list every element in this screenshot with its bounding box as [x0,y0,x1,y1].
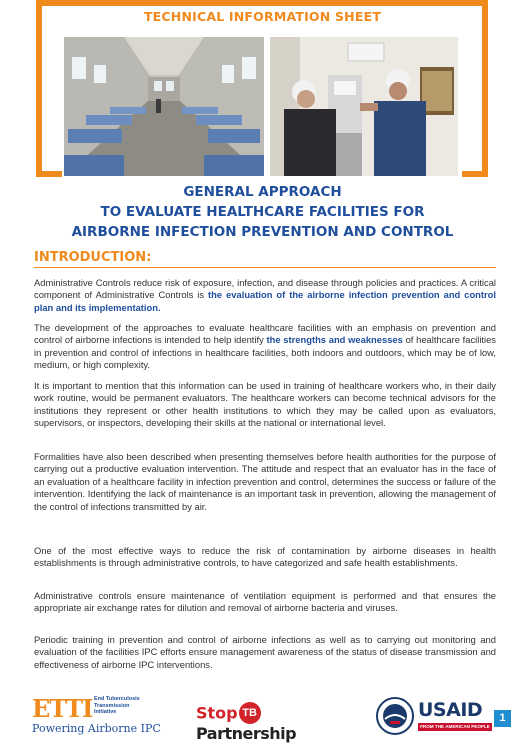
header-frame-top [36,0,488,6]
sheet-title: TECHNICAL INFORMATION SHEET [143,9,382,24]
introduction-heading: INTRODUCTION: [34,250,152,265]
paragraph-1 [34,277,496,314]
header-frame-left-lower [36,96,42,177]
footer [0,690,525,744]
usaid-logo [376,696,492,736]
usaid-seal-icon [376,697,414,735]
partnership-text: Partnership [196,724,297,743]
ward-photo [64,37,264,176]
etti-line-1: End Tuberculosis [94,696,140,702]
paragraph-4: Formalities have also been described when presenting themselves before health authorities for the purpose of carrying out a productive evaluation intervention. The attitude and respect that an evaluator has in the face of an evaluation of a healthcare facility in infection prevention and control, determines the success or failure of the intervention. Identifying the lack of maintenance is an important task in prevention, allowing the management of the control of infections transmitted by air. [34,451,496,512]
paragraph-7: Periodic training in prevention and control of airborne infections as well as to carrying out monitoring and evaluation of the facilities IPC efforts ensure management awareness of the status of disease transmission and effectiveness of airborne IPC interventions. [34,634,496,670]
header-frame-right [482,0,488,177]
paragraph-1-text: Administrative Controls reduce risk of exposure, infection, and disease through policies and practices. A critical component of Administrative Controls is [34,277,496,301]
page-number-badge: 1 [494,710,511,727]
document-title-line3: AIRBORNE INFECTION PREVENTION AND CONTROL [71,224,454,240]
usaid-tagline: FROM THE AMERICAN PEOPLE [418,723,492,731]
paragraph-6: Administrative controls ensure maintenance of ventilation equipment is performed and that ensures the appropriate air exchange rates for dilution and removal of airborne bacteria and viruses. [34,590,496,614]
document-title-line1: GENERAL APPROACH [183,184,342,200]
paragraph-2-emphasis: the strengths and weaknesses [266,334,403,346]
paragraph-5: One of the most effective ways to reduce the risk of contamination by airborne diseases in health establishments is through administrative controls, to have categorized and safe health establishments. [34,545,496,569]
heading-divider [34,267,496,268]
etti-logo [14,694,174,738]
etti-line-3: Initiative [94,709,117,715]
paragraph-2-text: The development of the approaches to evaluate healthcare facilities with an emphasis on prevention and control of airborne infections is intended to help identify [34,322,496,346]
technicians-photo [270,37,458,176]
header-frame-bottom-right [462,171,488,177]
document-title-line2: TO EVALUATE HEALTHCARE FACILITIES FOR [100,204,425,220]
etti-tagline: Powering Airborne IPC [32,722,161,735]
tb-badge: TB [239,702,261,724]
stop-tb-logo [196,702,348,743]
header-frame-bottom-left [36,171,62,177]
etti-letters: ETTI [32,694,93,723]
paragraph-3: It is important to mention that this information can be used in training of healthcare workers who, in their daily work routine, would be permanent evaluators. The healthcare workers can become technical advisors for the institutions they represent or other health institutions to which they may be called upon as evaluators, supervisors, or inspectors, developing their skills at the national or international level. [34,380,496,429]
paragraph-2 [34,322,496,372]
paragraph-2-text-end: of healthcare facilities in prevention and control of infections in healthcare facilities, both indoors and outdoors, which may be of low, medium, or high complexity. [34,334,496,371]
usaid-wordmark: USAID [418,699,483,721]
paragraph-1-emphasis: the evaluation of the airborne infection prevention and control plan and its implementation. [34,289,497,313]
etti-line-2: Transmission [94,702,130,709]
stop-text: Stop [196,703,238,723]
